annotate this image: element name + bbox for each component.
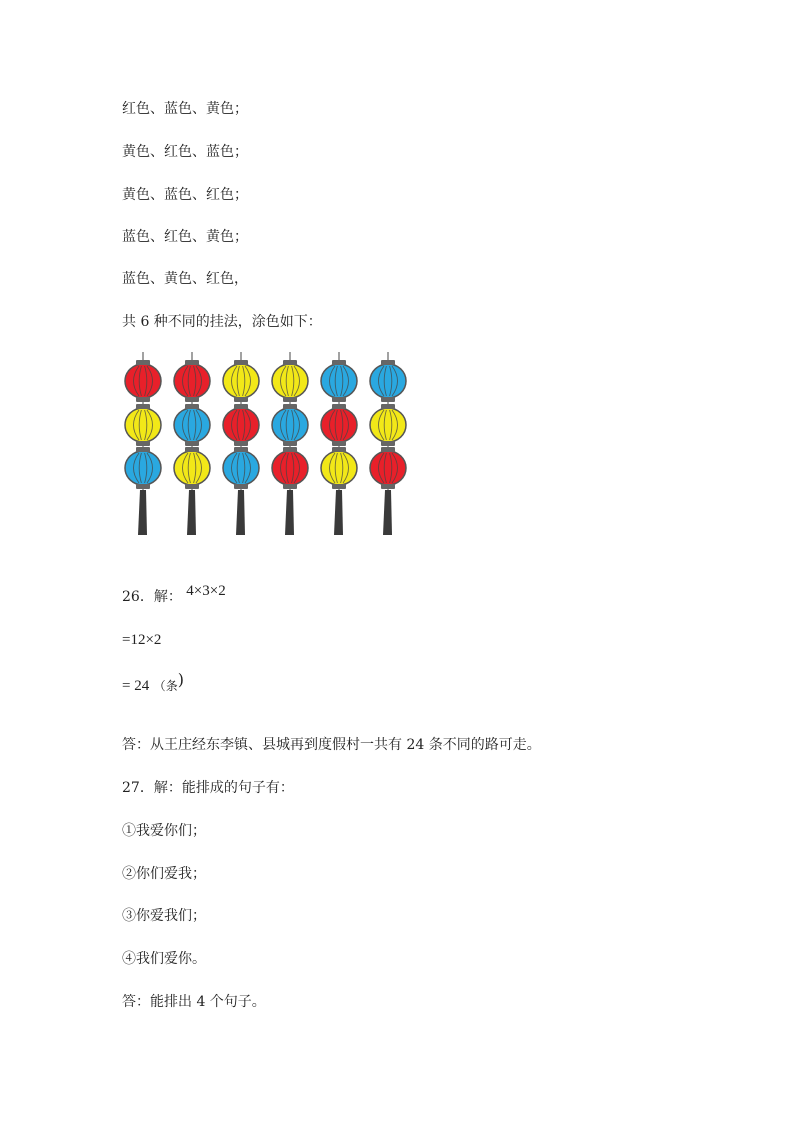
lantern-band-top [381,404,395,409]
lantern-band-top [136,404,150,409]
q27-sentence: ④我们爱你。 [122,951,206,967]
lantern-band-top [234,447,248,452]
lantern-band-top [136,360,150,365]
lantern-band-bottom [381,441,395,446]
lantern-ball [272,408,308,442]
lantern-band-bottom [185,484,199,489]
lantern-band-top [234,360,248,365]
lantern-tassel [187,490,196,535]
lantern-band-top [381,360,395,365]
lantern-band-top [381,447,395,452]
lantern-ball [223,408,259,442]
lantern-ball [174,364,210,398]
q26-unit: 条 [165,679,178,693]
lantern-string [125,352,161,535]
lantern-string [370,352,406,535]
lantern-band-bottom [234,397,248,402]
q26-line-3 [122,670,184,695]
lantern-tassel [285,490,294,535]
q26-step2: =12×2 [122,632,162,648]
lantern-ball [174,408,210,442]
lantern-band-bottom [185,441,199,446]
lantern-band-top [332,404,346,409]
lantern-band-bottom [136,397,150,402]
lantern-band-bottom [234,484,248,489]
ordering-line: 蓝色、黄色、红色， [122,271,248,287]
lantern-string [321,352,357,535]
lantern-ball [321,451,357,485]
lantern-band-top [234,404,248,409]
lantern-band-bottom [234,441,248,446]
lantern-band-top [283,447,297,452]
lantern-string [174,352,210,535]
ordering-line: 黄色、红色、蓝色； [122,144,248,160]
lantern-ball [321,364,357,398]
lantern-string [272,352,308,535]
lantern-band-top [185,360,199,365]
lantern-tassel [334,490,343,535]
q26-line-1 [122,583,226,606]
q27-intro: 27．解：能排成的句子有： [122,780,294,796]
lantern-band-bottom [381,484,395,489]
lantern-string [223,352,259,535]
lantern-illustration [114,350,424,540]
summary-line: 共 6 种不同的挂法，涂色如下： [122,314,322,330]
lantern-band-top [136,447,150,452]
lantern-band-top [332,447,346,452]
lantern-ball [370,408,406,442]
q27-sentence: ③你爱我们； [122,908,206,924]
q26-label: 26．解： [122,589,182,605]
lantern-band-bottom [136,441,150,446]
q26-paren-close: ) [177,670,184,689]
lantern-band-bottom [283,397,297,402]
q27-sentence: ②你们爱我； [122,866,206,882]
lantern-ball [370,451,406,485]
lantern-band-top [185,447,199,452]
lantern-band-bottom [283,441,297,446]
lantern-ball [223,364,259,398]
ordering-line: 蓝色、红色、黄色； [122,229,248,245]
lantern-band-bottom [185,397,199,402]
lantern-band-bottom [332,441,346,446]
lantern-band-bottom [136,484,150,489]
lantern-band-top [332,360,346,365]
lantern-tassel [383,490,392,535]
q26-step1: 4×3×2 [186,583,226,599]
lantern-tassel [138,490,147,535]
lantern-band-bottom [332,484,346,489]
lantern-band-top [283,360,297,365]
lantern-ball [174,451,210,485]
q27-sentence: ①我爱你们； [122,823,206,839]
q26-answer: 答：从王庄经东李镇、县城再到度假村一共有 24 条不同的路可走。 [122,737,541,753]
lantern-ball [272,364,308,398]
lantern-ball [370,364,406,398]
q27-answer: 答：能排出 4 个句子。 [122,994,266,1010]
lantern-ball [272,451,308,485]
lantern-ball [223,451,259,485]
lantern-band-bottom [381,397,395,402]
ordering-line: 红色、蓝色、黄色； [122,101,248,117]
ordering-line: 黄色、蓝色、红色； [122,187,248,203]
lantern-ball [125,364,161,398]
lantern-band-top [283,404,297,409]
lantern-band-top [185,404,199,409]
q26-step3: = 24 [122,678,150,694]
lantern-tassel [236,490,245,535]
lantern-ball [125,408,161,442]
lantern-ball [125,451,161,485]
lantern-ball [321,408,357,442]
q26-paren-open: （ [153,679,166,693]
lantern-band-bottom [332,397,346,402]
lantern-band-bottom [283,484,297,489]
